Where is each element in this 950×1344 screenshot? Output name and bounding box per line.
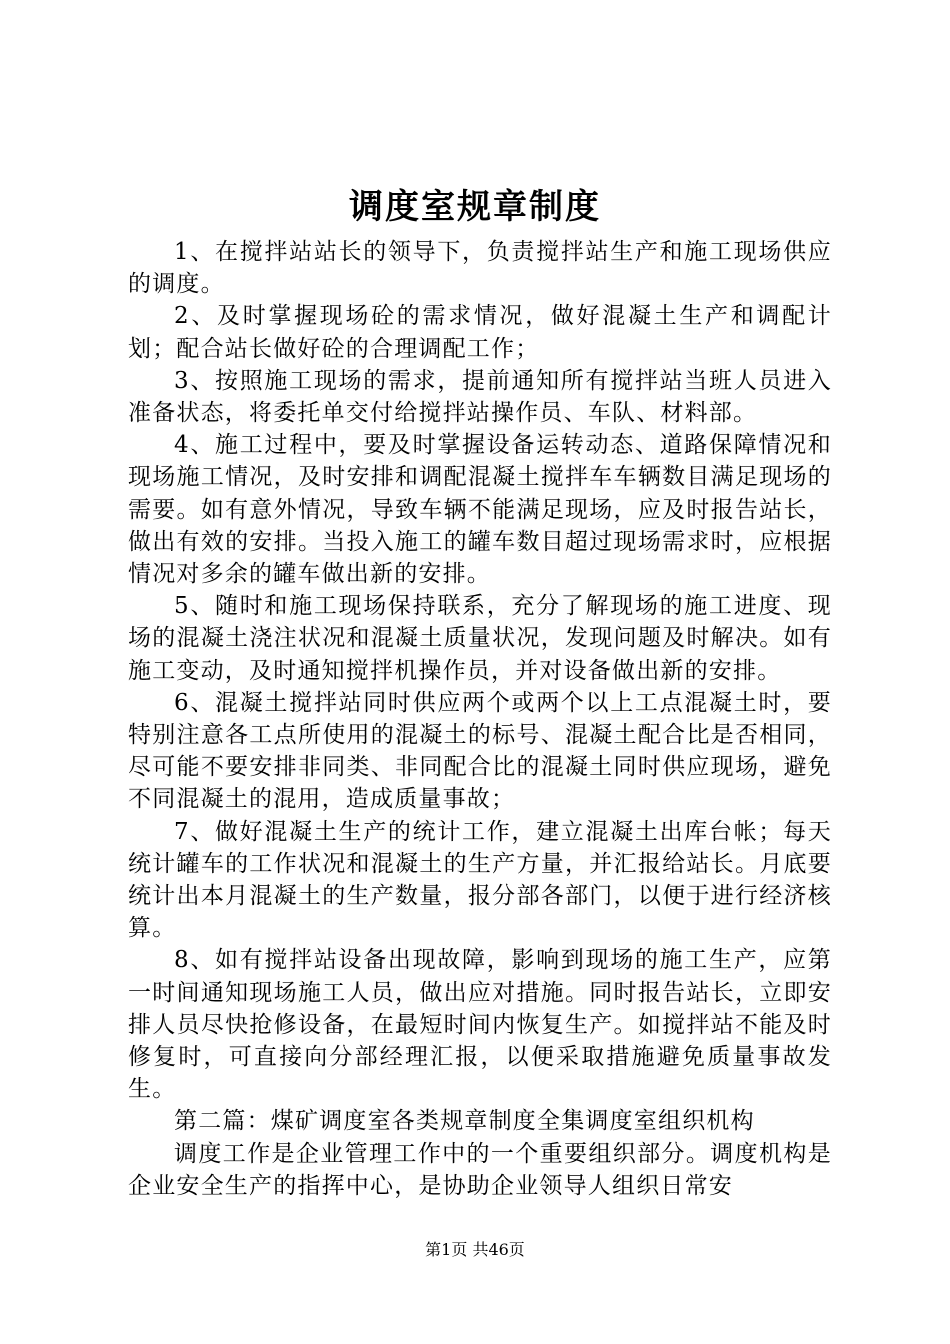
- paragraph-6: 6、混凝土搅拌站同时供应两个或两个以上工点混凝土时，要特别注意各工点所使用的混凝土的标号、混凝土配合比是否相同，尽可能不要安排非同类、非同配合比的混凝土同时供应现场，避免不同混凝土的混用，造成质量事故；: [128, 689, 832, 813]
- paragraph-1: 1、在搅拌站站长的领导下，负责搅拌站生产和施工现场供应的调度。: [128, 239, 832, 298]
- paragraph-10: 调度工作是企业管理工作中的一个重要组织部分。调度机构是企业安全生产的指挥中心，是协助企业领导人组织日常安: [128, 1140, 832, 1199]
- document-body: [128, 236, 832, 1202]
- paragraph-4: 4、施工过程中，要及时掌握设备运转动态、道路保障情况和现场施工情况，及时安排和调配混凝土搅拌车车辆数目满足现场的需要。如有意外情况，导致车辆不能满足现场，应及时报告站长，做出有效的安排。当投入施工的罐车数目超过现场需求时，应根据情况对多余的罐车做出新的安排。: [128, 432, 832, 588]
- paragraph-7: 7、做好混凝土生产的统计工作，建立混凝土出库台帐；每天统计罐车的工作状况和混凝土的生产方量，并汇报给站长。月底要统计出本月混凝土的生产数量，报分部各部门，以便于进行经济核算。: [128, 818, 832, 942]
- paragraph-3: 3、按照施工现场的需求，提前通知所有搅拌站当班人员进入准备状态，将委托单交付给搅拌站操作员、车队、材料部。: [128, 367, 832, 427]
- page-number: 第1页 共46页: [425, 1240, 525, 1259]
- section-heading-2: 第二篇：煤矿调度室各类规章制度全集调度室组织机构: [174, 1108, 755, 1135]
- paragraph-8: 8、如有搅拌站设备出现故障，影响到现场的施工生产，应第一时间通知现场施工人员，做出应对措施。同时报告站长，立即安排人员尽快抢修设备，在最短时间内恢复生产。如搅拌站不能及时修复时，可直接向分部经理汇报，以便采取措施避免质量事故发生。: [128, 947, 832, 1103]
- document-title: 调度室规章制度: [349, 187, 601, 227]
- paragraph-5: 5、随时和施工现场保持联系，充分了解现场的施工进度、现场的混凝土浇注状况和混凝土质量状况，发现问题及时解决。如有施工变动，及时通知搅拌机操作员，并对设备做出新的安排。: [128, 593, 832, 684]
- paragraph-2: 2、及时掌握现场砼的需求情况，做好混凝土生产和调配计划；配合站长做好砼的合理调配工作；: [128, 303, 832, 362]
